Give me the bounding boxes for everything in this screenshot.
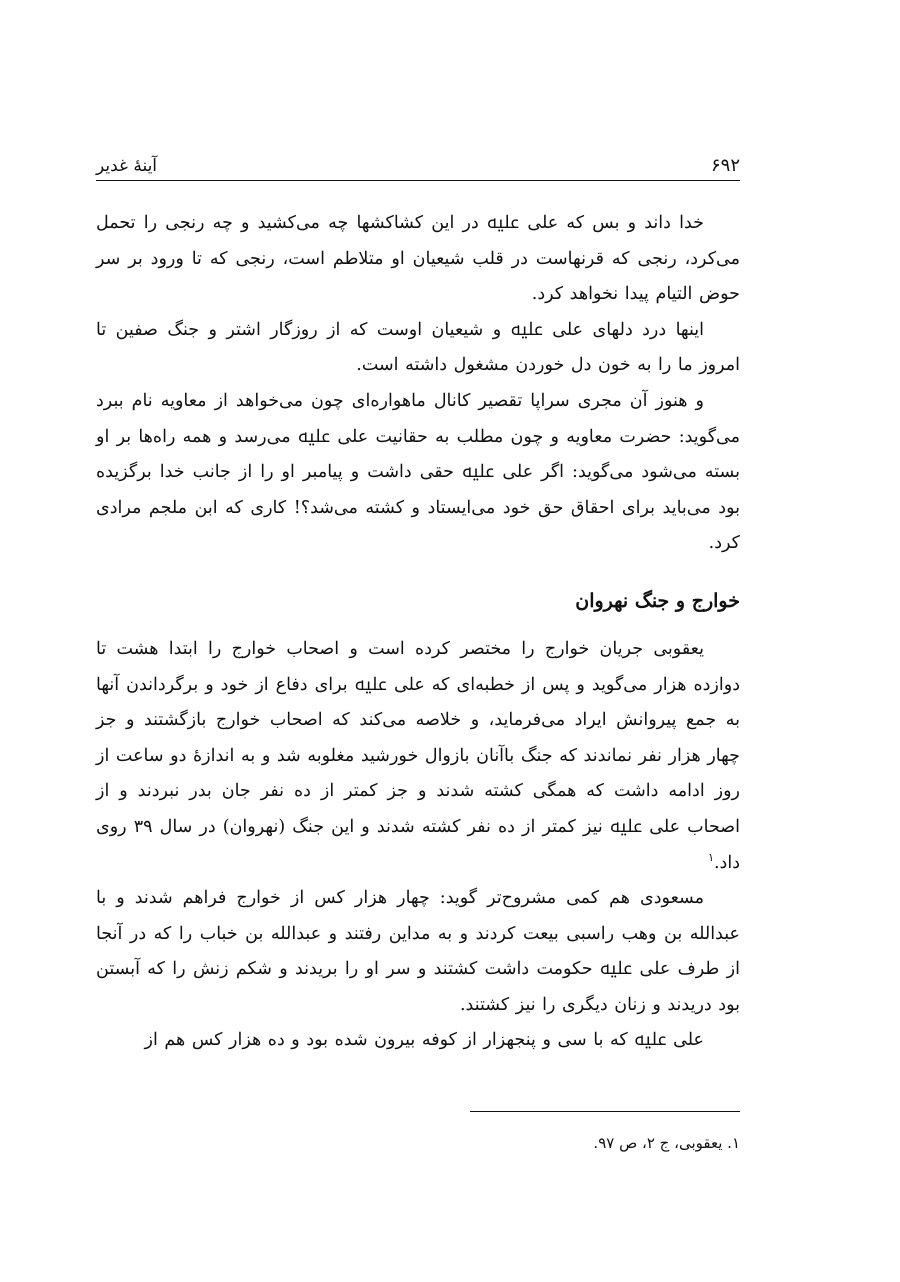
page-number: ۶۹۲	[710, 155, 740, 176]
footnote: ۱. یعقوبی، ج ۲، ص ۹۷.	[593, 1134, 740, 1152]
paragraph: مسعودی هم کمی مشروح‌تر گوید: چهار هزار کس از خوارج فراهم شدند و با عبدالله بن وهب راسبی بیعت کردند و به مداین رفتند و عبدالله بن خباب را که در آنجا از طرف علی ﷷ حکومت داشت کشتند و سر او را بریدند و شکم زنش را که آبستن بود دریدند و زنان دیگری را نیز کشتند.	[96, 888, 740, 1015]
book-title: آینهٔ غدیر	[96, 156, 158, 176]
paragraph: اینها درد دلهای علی ﷷ و شیعیان اوست که از روزگار اشتر و جنگ صفین تا امروز ما را به خون دل خوردن مشغول داشته است.	[96, 319, 740, 376]
section-title: خوارج و جنگ نهروان	[575, 589, 740, 612]
footnote-divider	[470, 1111, 740, 1112]
paragraph	[96, 632, 740, 881]
paragraph: و هنوز آن مجری سراپا تقصیر کانال ماهواره‌ای چون می‌خواهد از معاویه نام ببرد می‌گوید: حضرت معاویه و چون مطلب به حقانیت علی ﷷ می‌رسد و همه راه‌ها بر او بسته می‌شود می‌گوید: اگر علی ﷷ حقی داشت و پیامبر او را از جانب خدا برگزیده بود می‌باید برای احقاق حق خود می‌ایستاد و کشته می‌شد؟! کاری که ابن ملجم مرادی کرد.	[96, 390, 740, 554]
paragraph-text: یعقوبی جریان خوارج را مختصر کرده است و اصحاب خوارج را ابتدا هشت تا دوازده هزار می‌گوید و پس از خطبه‌ای که علی ﷷ برای دفاع از خود و برگرداندن آنها به جمع پیروانش ایراد می‌فرماید، و خلاصه می‌کند که اصحاب خوارج بازگشتند و جز چهار هزار نفر نماندند که جنگ باآنان بازوال خورشید مغلوبه شد و به اندازهٔ دو ساعت از روز ادامه داشت که همگی کشته شدند و جز کمتر از ده نفر جان بدر نبردند و از اصحاب علی ﷷ نیز کمتر از ده نفر کشته شدند و این جنگ (نهروان) در سال ۳۹ روی داد.	[96, 638, 740, 873]
paragraph: خدا داند و بس که علی ﷷ در این کشاکشها چه می‌کشید و چه رنجی را تحمل می‌کرد، رنجی که قرنهاست در قلب شیعیان او متلاطم است، رنجی که تا ورود بر سر حوض التیام پیدا نخواهد کرد.	[96, 213, 740, 305]
running-header	[96, 146, 740, 181]
paragraph: علی ﷷ که با سی و پنجهزار از کوفه بیرون شده بود و ده هزار کس هم از	[144, 1030, 704, 1051]
footnote-marker: ۱	[708, 850, 714, 864]
body-text	[96, 206, 740, 1059]
